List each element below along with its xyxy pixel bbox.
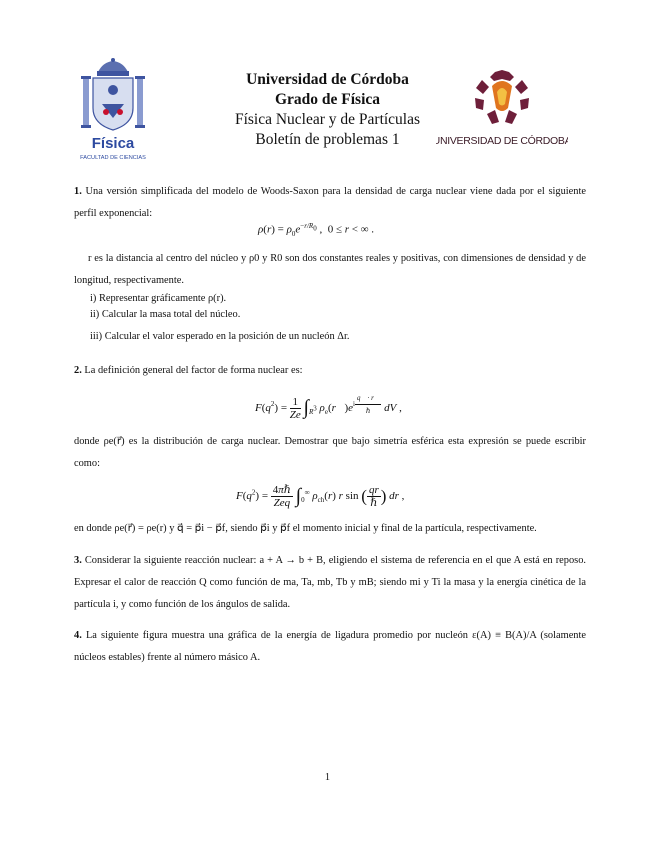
problem-2-equation-2: $F(q^2)$ = $\frac{\text{4πℏ}}{\text{Zeq}}$ $\int_0^\infty$ $\rho_{ch}(r)$ r sin ( $\frac{qr}{\text{ℏ}}$ ) dr , [236,484,405,509]
problem-2-text-2: en donde ρe(r⃗) = ρe(r) y q⃗ = p⃗i − p⃗f, siendo p⃗i y p⃗f el momento inicial y final de la partícula, respectivamente. [74,523,537,534]
degree-name: Grado de Física [274,91,381,108]
problem-4-text: La siguiente figura muestra una gráfica de la energía de ligadura promedio por nucleón ε(A) ≡ B(A)/A (solamente núcleos estables) frente al número másico A. [74,630,586,663]
subject-name: Física Nuclear y de Partículas [234,111,421,128]
problem-1-item-iii: iii) Calcular el valor esperado en la posición de un nucleón Δr. [90,331,350,342]
problem-4 [74,625,586,669]
faculty-logo-subtext: FACULTAD DE CIENCIAS [80,155,146,161]
problem-3-number: 3. [74,555,82,566]
problem-1-equation: $\rho(r) = \rho_0e^{-r/R_0}$ , 0 ≤ r < ∞ . [258,222,375,238]
faculty-crest-icon [68,56,158,166]
problem-1-number: 1. [74,186,82,197]
problem-1-intro-text: Una versión simplificada del modelo de Woods-Saxon para la densidad de carga nuclear viene dada por el siguiente perfil exponencial: [74,186,586,219]
problem-2-intro-text: La definición general del factor de forma nuclear es: [84,365,303,376]
problem-1-text: r es la distancia al centro del núcleo y ρ0 y R0 son dos constantes reales y positivas, con dimensiones de densidad y de longitud, respectivamente. [74,253,586,286]
problem-2-text: donde ρe(r⃗) es la distribución de carga nuclear. Demostrar que bajo simetría esférica esta expresión se puede escribir como: [74,436,586,469]
problem-1-item-i: i) Representar gráficamente ρ(r). [90,293,227,304]
document-header [200,70,455,150]
problem-4-number: 4. [74,630,82,641]
university-logo-text: UNIVERSIDAD DE CÓRDOBA [436,135,568,147]
page-number: 1 [324,772,331,783]
problem-1-item-ii: ii) Calcular la masa total del núcleo. [90,309,241,320]
problem-3 [74,550,586,616]
problem-2-number: 2. [74,365,82,376]
sheet-title: Boletín de problemas 1 [255,131,400,148]
problem-3-text: Considerar la siguiente reacción nuclear: a + A → b + B, eligiendo el sistema de referencia en el que A está en reposo. Expresar el calor de reacción Q como función de ma, Ta, mb, Tb y mB; siendo mi y Ti la masa y la energía cinética de la partícula i, y como función de los ángulos de salida. [74,555,586,610]
problem-2-equation-1: $F(q^2)$ = $\frac{1}{Ze}$ $\int_{R^3}$ $\rho_e(r⃗)e^{i \frac{q⃗ \cdot r⃗}{\text{ℏ}}}$ dV , [255,394,402,421]
problem-1-intro [74,181,586,225]
problem-2-intro [74,360,586,382]
university-name: Universidad de Córdoba [246,71,409,88]
university-emblem-icon [436,64,568,150]
faculty-logo-text: Física [91,135,135,152]
university-logo [436,64,568,150]
faculty-logo [68,56,158,166]
